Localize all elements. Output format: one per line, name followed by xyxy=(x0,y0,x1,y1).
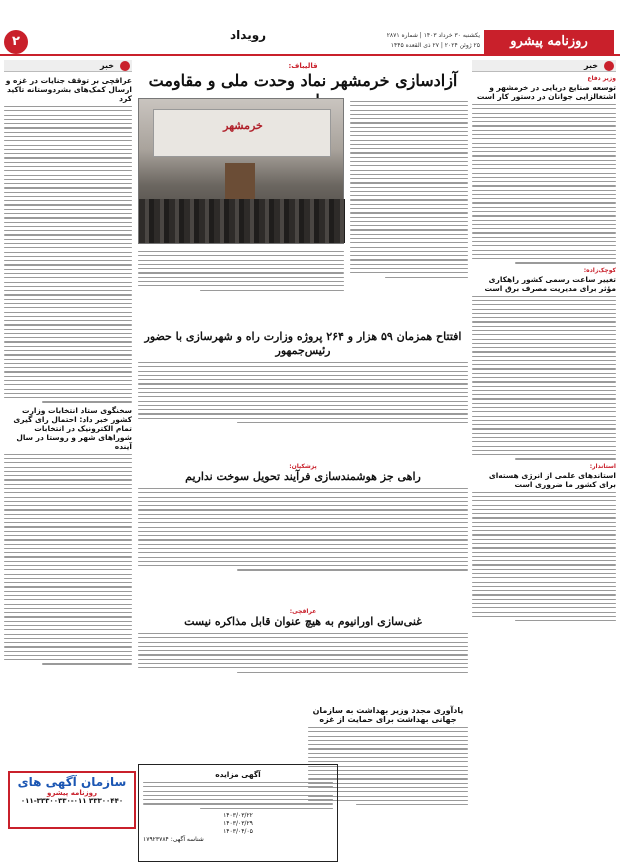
ad-box xyxy=(8,771,136,829)
story-headline: راهی جز هوشمندسازی فرآیند تحویل سوخت نداریم xyxy=(185,470,421,483)
news-item xyxy=(472,463,616,622)
news-headline: سخنگوی ستاد انتخابات وزارت کشور خبر داد: احتمال رای گیری تمام الکترونیک در انتخابات شوراهای شهر و روستا در سال آینده xyxy=(13,405,132,451)
ad-subtitle: روزنامه پیشرو xyxy=(47,789,97,797)
right-news-column xyxy=(472,60,616,833)
photo-banner-text: خرمشهر xyxy=(223,119,263,132)
notice-date: ۱۴۰۳/۰۴/۰۵ xyxy=(223,827,253,835)
news-item xyxy=(472,267,616,460)
news-headline: تغییر ساعت رسمی کشور راهکاری مؤثر برای مدیریت مصرف برق است xyxy=(484,274,616,293)
main-headline: آزادسازی خرمشهر نماد وحدت ملی و مقاومت xyxy=(148,71,458,90)
column-bar xyxy=(4,60,132,72)
news-kicker: کوچک‌زاده: xyxy=(583,266,616,274)
story-fuel xyxy=(138,460,468,574)
news-item xyxy=(472,75,616,264)
news-body xyxy=(4,454,132,665)
news-item xyxy=(4,76,132,403)
issue-date-alt: ۲۵ ژوئن ۲۰۲۴ | ۲۷ ذی القعده ۱۴۴۵ xyxy=(390,42,480,49)
column-label: خبر xyxy=(583,61,598,70)
left-news-column xyxy=(4,60,132,833)
story-headline: غنی‌سازی اورانیوم به هیچ عنوان قابل مذاکره نیست xyxy=(184,615,422,628)
story-kicker: پزشکیان: xyxy=(289,463,317,470)
tender-notice xyxy=(138,764,338,862)
column-bar xyxy=(472,60,616,72)
main-photo xyxy=(138,98,344,244)
section-title: رویداد xyxy=(230,28,267,42)
newspaper-logo: روزنامه پیشرو xyxy=(484,30,614,54)
news-body xyxy=(472,296,616,460)
issue-date: یکشنبه ۳۰ خرداد ۱۴۰۳ | شماره ۲۸۷۱ xyxy=(386,32,480,39)
news-kicker: استاندار: xyxy=(589,462,616,470)
story-headline: افتتاح همزمان ۵۹ هزار و ۲۶۴ پروژه وزارت راه و شهرسازی با حضور رئیس‌جمهور xyxy=(144,330,462,357)
news-kicker: وزیر دفاع xyxy=(587,75,616,82)
arrow-icon xyxy=(120,61,130,71)
main-story-body-cont xyxy=(138,248,344,294)
story-uranium xyxy=(138,605,468,676)
news-item xyxy=(4,406,132,665)
news-headline: استاندهای علمی از انرژی هسته‌ای برای کشور ما ضروری است xyxy=(488,470,616,489)
column-label: خبر xyxy=(99,61,114,70)
story-construction xyxy=(138,330,468,426)
news-body xyxy=(4,106,132,403)
main-story-body xyxy=(350,98,468,281)
notice-date: ۱۴۰۳/۰۳/۲۲ xyxy=(223,811,253,819)
news-headline: عراقچی بر توقف جنایات در غزه و ارسال کمک‌های بشردوستانه تاکید کرد xyxy=(5,76,132,103)
page-header xyxy=(0,0,620,56)
page-number: ۲ xyxy=(4,30,28,54)
audience xyxy=(139,199,345,243)
main-kicker: قالیباف: xyxy=(288,62,318,70)
ad-title: سازمان آگهی های xyxy=(17,775,127,789)
notice-id: شناسه آگهی: ۱۷۹۲۳۷۸۴ xyxy=(143,835,204,843)
arrow-icon xyxy=(604,61,614,71)
photo-banner xyxy=(153,109,331,157)
news-headline: توسعه صنایع دریایی در خرمشهر و اشتغالزایی جوانان در دستور کار است xyxy=(476,83,616,101)
podium xyxy=(225,163,255,201)
notice-date: ۱۴۰۳/۰۳/۲۹ xyxy=(223,819,253,827)
main-stories xyxy=(138,60,468,843)
story-headline: یادآوری مجدد وزیر بهداشت به سازمان جهانی بهداشت برای حمایت از غزه xyxy=(312,706,464,724)
notice-title: آگهی مزایده xyxy=(215,770,261,779)
story-kicker: عراقچی: xyxy=(289,608,317,615)
news-body xyxy=(472,104,616,264)
news-body xyxy=(472,492,616,622)
ad-phone: ۰۱۱-۳۳۳۰۰۳۳۰-۰۱۱ ۳۳۳۰۰۴۴۰ xyxy=(20,797,124,805)
